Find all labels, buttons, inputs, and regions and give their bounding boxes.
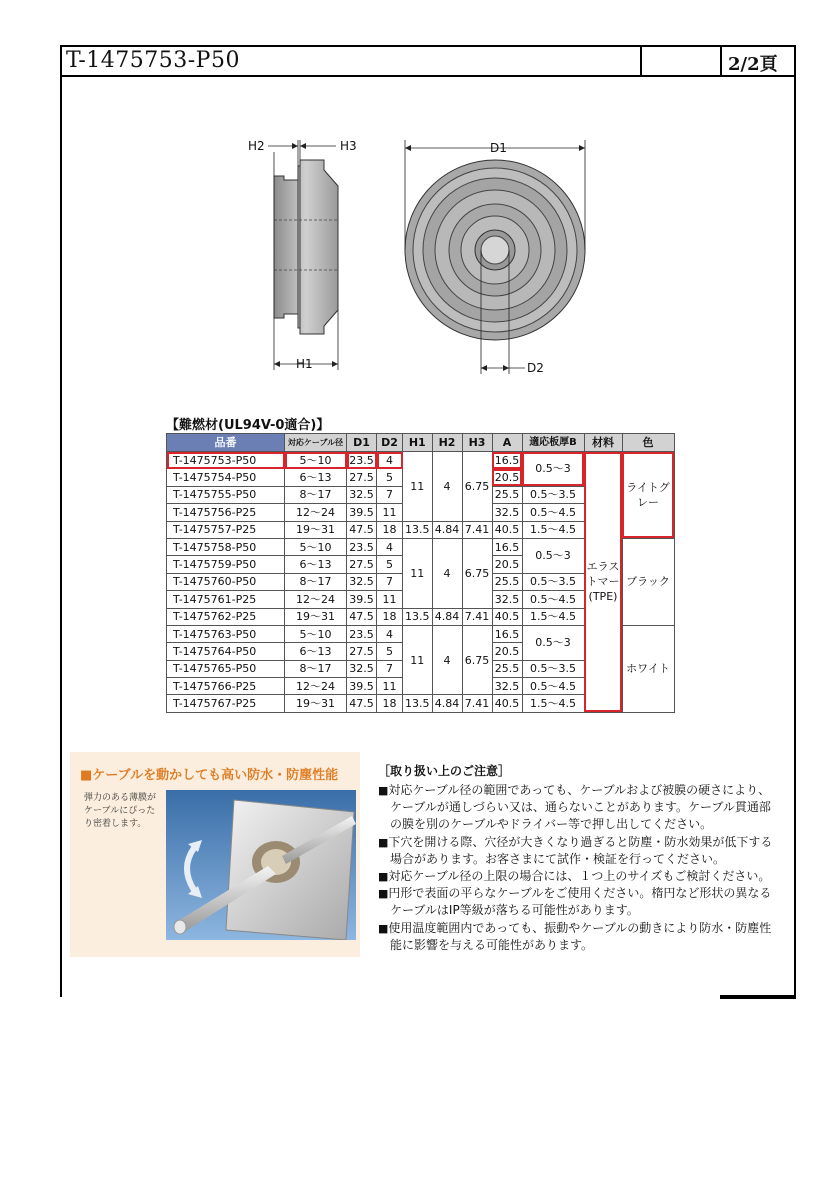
h2-cell: 4.84 <box>432 521 462 538</box>
document-title: T-1475753-P50 <box>66 48 240 73</box>
d2-cell: 18 <box>377 608 403 625</box>
a-cell: 32.5 <box>492 504 522 521</box>
plate-b-cell: 1.5～4.5 <box>522 695 584 712</box>
a-cell: 32.5 <box>492 591 522 608</box>
cable-cell: 8～17 <box>285 573 347 590</box>
d1-cell: 27.5 <box>347 469 377 486</box>
plate-b-cell: 0.5～3.5 <box>522 486 584 503</box>
d2-cell: 11 <box>377 591 403 608</box>
frame-right-line <box>794 77 796 997</box>
cable-cell: 12～24 <box>285 504 347 521</box>
d2-cell: 18 <box>377 521 403 538</box>
plate-b-cell: 0.5～4.5 <box>522 591 584 608</box>
h2-cell: 4 <box>432 452 462 522</box>
plate-b-cell: 0.5～3 <box>522 625 584 660</box>
note-item: ■ 使用温度範囲内であっても、振動やケーブルの動きにより防水・防塵性能に影響を与える可能性があります。 <box>378 920 778 954</box>
h3-cell: 7.41 <box>462 521 492 538</box>
cable-cell: 6～13 <box>285 643 347 660</box>
d1-cell: 32.5 <box>347 486 377 503</box>
d1-cell: 27.5 <box>347 643 377 660</box>
model-cell: T-1475754-P50 <box>167 469 285 486</box>
table-row <box>167 452 675 469</box>
grommet-drawing <box>240 130 620 380</box>
d2-cell: 4 <box>377 538 403 555</box>
col-a: A <box>492 434 522 452</box>
model-cell: T-1475767-P25 <box>167 695 285 712</box>
model-cell: T-1475759-P50 <box>167 556 285 573</box>
h3-cell: 6.75 <box>462 452 492 522</box>
table-header-row <box>167 434 675 452</box>
plate-b-cell: 1.5～4.5 <box>522 608 584 625</box>
front-view <box>405 140 585 374</box>
cable-cell: 8～17 <box>285 486 347 503</box>
plate-b-cell: 0.5～4.5 <box>522 504 584 521</box>
plate-b-cell: 0.5～4.5 <box>522 678 584 695</box>
d2-cell: 18 <box>377 695 403 712</box>
col-h1: H1 <box>403 434 433 452</box>
h3-cell: 6.75 <box>462 625 492 695</box>
col-material: 材料 <box>584 434 622 452</box>
model-cell: T-1475753-P50 <box>167 452 285 469</box>
d2-cell: 7 <box>377 660 403 677</box>
d2-cell: 7 <box>377 573 403 590</box>
material-cell: エラストマー(TPE) <box>584 452 622 713</box>
h1-cell: 11 <box>403 625 433 695</box>
col-h3: H3 <box>462 434 492 452</box>
color-cell: ライトグレー <box>622 452 674 539</box>
d1-cell: 47.5 <box>347 521 377 538</box>
d1-cell: 39.5 <box>347 678 377 695</box>
d1-cell: 23.5 <box>347 452 377 469</box>
d1-cell: 47.5 <box>347 695 377 712</box>
d1-cell: 23.5 <box>347 538 377 555</box>
col-d1: D1 <box>347 434 377 452</box>
h3-cell: 7.41 <box>462 608 492 625</box>
h1-cell: 11 <box>403 538 433 608</box>
plate-b-cell: 1.5～4.5 <box>522 521 584 538</box>
cable-cell: 19～31 <box>285 521 347 538</box>
label-h2: H2 <box>248 139 265 153</box>
a-cell: 20.5 <box>492 556 522 573</box>
d2-cell: 5 <box>377 469 403 486</box>
d2-cell: 5 <box>377 556 403 573</box>
frame-bottom-mark <box>720 995 796 999</box>
notes-list <box>378 782 778 954</box>
cable-cell: 12～24 <box>285 678 347 695</box>
h1-cell: 11 <box>403 452 433 522</box>
plate-b-cell: 0.5～3 <box>522 452 584 487</box>
model-cell: T-1475757-P25 <box>167 521 285 538</box>
note-item: ■ 下穴を開ける際、穴径が大きくなり過ぎると防塵・防水効果が低下する場合があります。お客さまにて試作・検証を行ってください。 <box>378 834 778 868</box>
col-plate-b: 適応板厚B <box>522 434 584 452</box>
h1-cell: 13.5 <box>403 695 433 712</box>
h1-cell: 13.5 <box>403 521 433 538</box>
grommet-photo <box>166 790 356 940</box>
feature-description: 弾力のある薄膜がケーブルにぴったり密着します。 <box>84 793 157 829</box>
d2-cell: 4 <box>377 625 403 642</box>
label-d2: D2 <box>527 361 544 375</box>
color-cell: ホワイト <box>622 625 674 712</box>
a-cell: 20.5 <box>492 643 522 660</box>
a-cell: 40.5 <box>492 608 522 625</box>
h3-cell: 6.75 <box>462 538 492 608</box>
color-cell: ブラック <box>622 538 674 625</box>
col-color: 色 <box>622 434 674 452</box>
a-cell: 40.5 <box>492 521 522 538</box>
h2-cell: 4 <box>432 538 462 608</box>
note-item: ■ 対応ケーブル径の上限の場合には、１つ上のサイズもご検討ください。 <box>378 868 778 885</box>
d1-cell: 32.5 <box>347 660 377 677</box>
a-cell: 25.5 <box>492 486 522 503</box>
a-cell: 25.5 <box>492 660 522 677</box>
h1-cell: 13.5 <box>403 608 433 625</box>
d1-cell: 32.5 <box>347 573 377 590</box>
h3-cell: 7.41 <box>462 695 492 712</box>
cable-cell: 6～13 <box>285 469 347 486</box>
plate-b-cell: 0.5～3.5 <box>522 660 584 677</box>
label-h1: H1 <box>296 357 313 371</box>
d1-cell: 39.5 <box>347 504 377 521</box>
model-cell: T-1475755-P50 <box>167 486 285 503</box>
plate-b-cell: 0.5～3.5 <box>522 573 584 590</box>
cable-cell: 19～31 <box>285 695 347 712</box>
a-cell: 16.5 <box>492 538 522 555</box>
model-cell: T-1475765-P50 <box>167 660 285 677</box>
model-cell: T-1475762-P25 <box>167 608 285 625</box>
label-d1: D1 <box>490 141 507 155</box>
d1-cell: 27.5 <box>347 556 377 573</box>
d2-cell: 5 <box>377 643 403 660</box>
col-d2: D2 <box>377 434 403 452</box>
cable-cell: 6～13 <box>285 556 347 573</box>
cable-cell: 5～10 <box>285 625 347 642</box>
d2-cell: 11 <box>377 504 403 521</box>
cable-cell: 12～24 <box>285 591 347 608</box>
d2-cell: 7 <box>377 486 403 503</box>
a-cell: 32.5 <box>492 678 522 695</box>
model-cell: T-1475761-P25 <box>167 591 285 608</box>
d2-cell: 4 <box>377 452 403 469</box>
header-divider <box>640 45 642 77</box>
a-cell: 16.5 <box>492 625 522 642</box>
model-cell: T-1475760-P50 <box>167 573 285 590</box>
d1-cell: 23.5 <box>347 625 377 642</box>
plate-b-cell: 0.5～3 <box>522 538 584 573</box>
cable-cell: 19～31 <box>285 608 347 625</box>
feature-heading: ■ケーブルを動かしても高い防水・防塵性能 <box>80 768 339 783</box>
h2-cell: 4.84 <box>432 695 462 712</box>
notes-title: ［取り扱い上のご注意］ <box>378 764 511 778</box>
a-cell: 25.5 <box>492 573 522 590</box>
note-item: ■ 円形で表面の平らなケーブルをご使用ください。楕円など形状の異なるケーブルはIP等級が落ちる可能性があります。 <box>378 885 778 919</box>
side-view <box>268 140 338 370</box>
d2-cell: 11 <box>377 678 403 695</box>
model-cell: T-1475763-P50 <box>167 625 285 642</box>
col-model: 品番 <box>167 434 285 452</box>
a-cell: 20.5 <box>492 469 522 486</box>
page-number: 2/2頁 <box>728 54 778 75</box>
model-cell: T-1475766-P25 <box>167 678 285 695</box>
col-cable: 対応ケーブル径 <box>285 434 347 452</box>
table-title: 【難燃材(UL94V-0適合)】 <box>166 418 330 433</box>
label-h3: H3 <box>340 139 357 153</box>
model-cell: T-1475764-P50 <box>167 643 285 660</box>
spec-table <box>166 433 675 713</box>
model-cell: T-1475756-P25 <box>167 504 285 521</box>
frame-left-line <box>60 77 62 997</box>
cable-cell: 5～10 <box>285 452 347 469</box>
d1-cell: 39.5 <box>347 591 377 608</box>
a-cell: 40.5 <box>492 695 522 712</box>
model-cell: T-1475758-P50 <box>167 538 285 555</box>
h2-cell: 4 <box>432 625 462 695</box>
h2-cell: 4.84 <box>432 608 462 625</box>
d1-cell: 47.5 <box>347 608 377 625</box>
cable-cell: 5～10 <box>285 538 347 555</box>
a-cell: 16.5 <box>492 452 522 469</box>
cable-cell: 8～17 <box>285 660 347 677</box>
col-h2: H2 <box>432 434 462 452</box>
note-item: ■ 対応ケーブル径の範囲であっても、ケーブルおよび被膜の硬さにより、ケーブルが通しづらい又は、通らないことがあります。ケーブル貫通部の膜を別のケーブルやドライバー等で押し出してください。 <box>378 782 778 834</box>
